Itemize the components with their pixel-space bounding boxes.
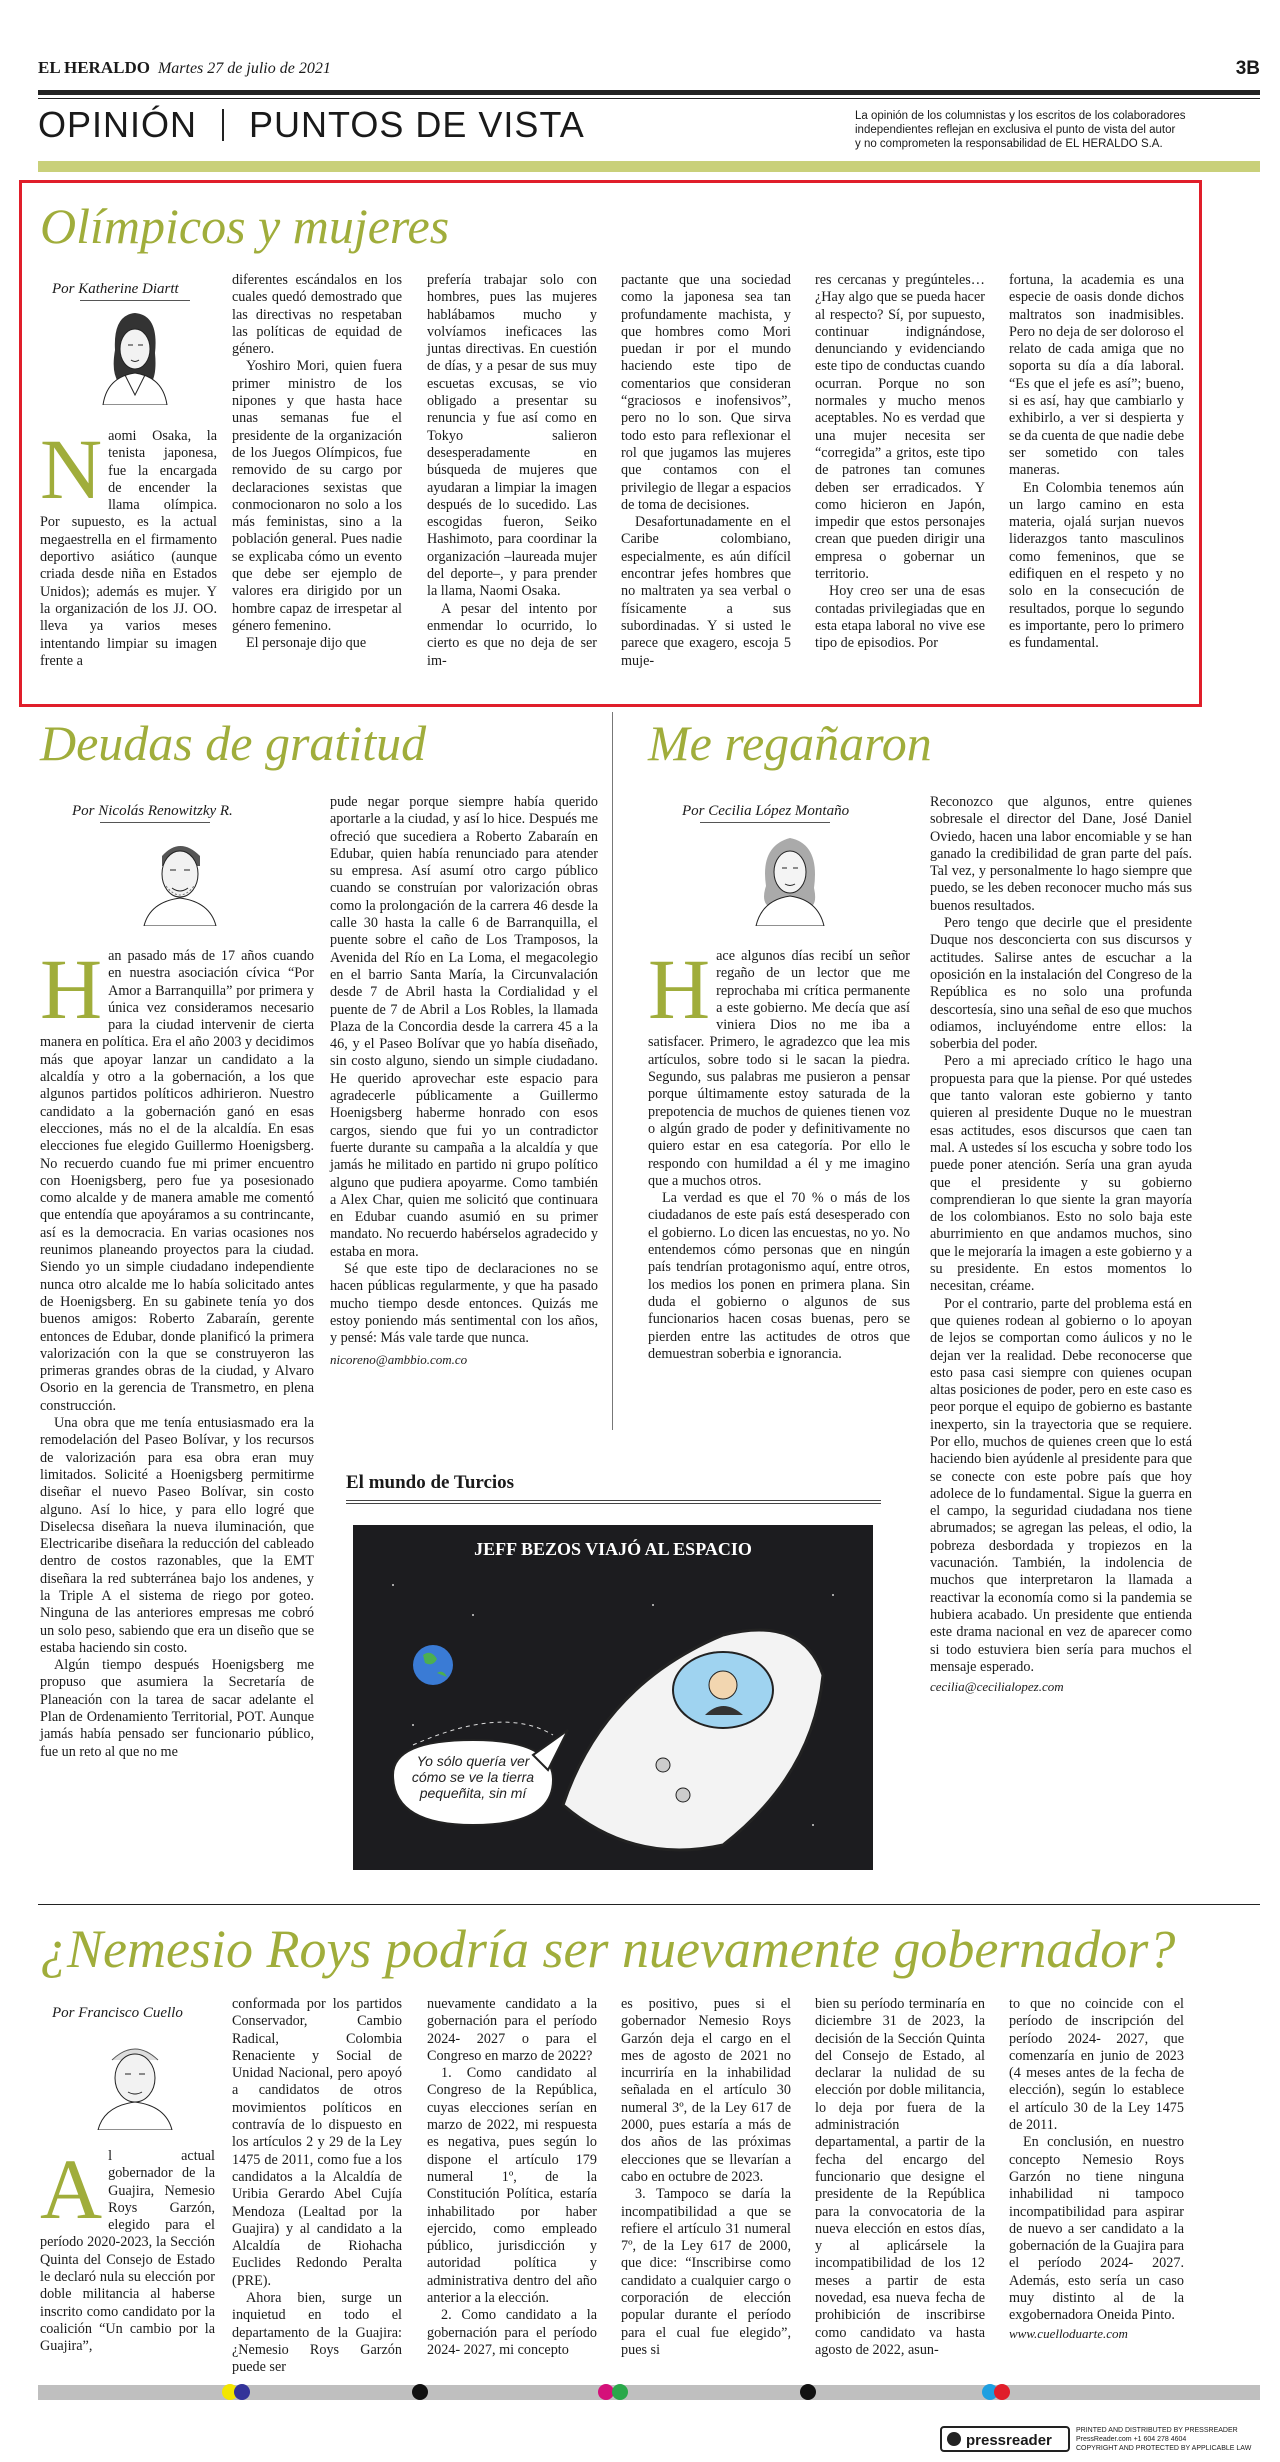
paragraph: ace algunos días recibí un señor regaño de un lector que me reprochaba mi crítica permanente a este gobierno. Me decía que así viniera Dios no me iba a satisfacer. Primero, le agradezco que lea mis artículos, sobre todo si le sacan la piedra. Segundo, sus palabras me pusieron a pensar porque últimamente estoy saturada de la prepotencia de muchos de quienes tienen voz o algún grado de poder y definitivamente no quiero estar en esa categoría. Por ello le respondo con humildad a él y me imagino que a muchos otros. bbox=[648, 948, 910, 1189]
article-column bbox=[40, 2141, 215, 2356]
paragraph: Algún tiempo después Hoenigsberg me propuso que asumiera la Secretaría de Planeación con la tarea de sacar adelante el Plan de Ordenamiento Territorial, POT. Aunque jamás había pensado ser funcionario público, fue un reto al que no me bbox=[40, 1657, 314, 1760]
disclaimer-line: La opinión de los columnistas y los escritos de los colaboradores bbox=[855, 110, 1186, 122]
paragraph: an pasado más de 17 años cuando en nuestra asociación cívica “Por Amor a Barranquilla” por primera y única vez consideramos necesario para la ciudad intervenir de cierta manera en política. Era el año 2003 y decidimos más que apoyar lanzar un candidato a la alcaldía y otro a la gobernación, a los que algunos partidos políticos adhirieron. Nuestro candidato a la gobernación ganó en esas elecciones, más no el de la alcaldía. En esas elecciones fue elegido Guillermo Hoenigsberg. No recuerdo cuando fue mi primer encuentro con Hoenigsberg, pero fue ya posesionado como alcalde y de manera amable me comentó que entendía que apoyáramos a su contrincante, así es la democracia. En varias ocasiones nos reunimos planeando proyectos para la ciudad. Siendo yo un simple ciudadano independiente nunca otro alcalde me lo había solicitado antes de Hoenigsberg. En su gabinete tenía yo dos buenos amigos: Roberto Zabaraín, gerente entonces de Edubar, donde planificó la primera valorización con la que se construyeron las primeras grandes obras de la ciudad, y Alvaro Osorio en la gerencia de Transmetro, en plena construcción. bbox=[40, 948, 314, 1414]
newspaper-name: EL HERALDO bbox=[38, 58, 150, 77]
article-title: ¿Nemesio Roys podría ser nuevamente gobernador? bbox=[40, 1919, 1176, 1979]
author-website[interactable]: www.cuelloduarte.com bbox=[1009, 2325, 1128, 2341]
registration-dot bbox=[994, 2384, 1010, 2400]
cartoon-headline: JEFF BEZOS VIAJÓ AL ESPACIO bbox=[474, 1539, 752, 1559]
cartoon-rule bbox=[346, 1503, 881, 1504]
paragraph: Pero tengo que decirle que el presidente Duque nos desconcierta con sus discursos y actitudes. Salirse antes de escuchar a la oposición en la instalación del Congreso de la República es no solo una profunda descortesía, sino una señal de eso que muchos odiamos, incluyéndome entre ellos: la soberbia del poder. bbox=[930, 915, 1192, 1053]
fineprint-line: COPYRIGHT AND PROTECTED BY APPLICABLE LAW bbox=[1076, 2445, 1252, 2452]
pressreader-mark-icon bbox=[947, 2432, 961, 2446]
registration-dot bbox=[800, 2384, 816, 2400]
article-title: Olímpicos y mujeres bbox=[40, 198, 450, 254]
dropcap: A bbox=[40, 2141, 103, 2237]
author-email: nicoreno@ambbio.com.co bbox=[330, 1351, 468, 1367]
paragraph: diferentes escándalos en los cuales quedó demostrado que las directivas no respetaban las políticas de equidad de género. bbox=[232, 272, 402, 358]
article-column bbox=[621, 1996, 791, 2359]
article-column bbox=[815, 272, 985, 653]
section-divider bbox=[222, 109, 224, 141]
article-byline: Por Katherine Diartt bbox=[52, 281, 179, 297]
paragraph: Hoy creo ser una de esas contadas privilegiadas que en esta etapa laboral no vive ese tipo de episodios. Por bbox=[815, 583, 985, 652]
cartoon-panel bbox=[353, 1525, 873, 1870]
article-column bbox=[648, 941, 911, 1363]
column-separator bbox=[612, 712, 613, 1430]
paragraph: 1. Como candidato al Congreso de la República, cuyas elecciones serían en marzo de 2022, mi respuesta es negativa, pues según lo dispone el artículo 179 numeral 1º, de la Constitución Política, estaría inhabilitado por haber ejercido, como empleado público, jurisdicción y autoridad política y administrativa dentro del año anterior a la elección. bbox=[427, 2065, 597, 2307]
paragraph: Ahora bien, surge un inquietud en todo el departamento de la Guajira: ¿Nemesio Roys Garzón puede ser bbox=[232, 2290, 402, 2376]
earth-icon bbox=[413, 1645, 453, 1685]
registration-dot bbox=[612, 2384, 628, 2400]
paragraph: El personaje dijo que bbox=[246, 635, 367, 652]
cartoon-drawing bbox=[353, 1525, 873, 1870]
speech-bubble-text: Yo sólo quería ver cómo se ve la tierra pequeñita, sin mí bbox=[411, 1753, 535, 1801]
paragraph: Reconozco que algunos, entre quienes sobresale el director del Dane, José Daniel Oviedo, hacen una labor encomiable y se han ganado la credibilidad de gran parte del país. Tal vez, y personalmente lo hago siempre que puedo, se les deben reconocer mucho más sus buenos resultados. bbox=[930, 794, 1192, 914]
pressreader-logo bbox=[940, 2426, 1070, 2452]
dropcap: H bbox=[648, 941, 711, 1037]
masthead-rule-thick bbox=[38, 90, 1260, 95]
fineprint-line: PRINTED AND DISTRIBUTED BY PRESSREADER bbox=[1076, 2427, 1238, 2434]
dropcap: N bbox=[40, 421, 103, 517]
byline-rule bbox=[80, 300, 190, 301]
author-portrait bbox=[130, 826, 230, 926]
article-title: Deudas de gratitud bbox=[40, 715, 427, 771]
paragraph: 3. Tampoco se daría la incompatibilidad a que se refiere el artículo 31 numeral 7º, de la Ley 617 de 2000, que dice: “Inscribirse como candidato a cualquier cargo o corporación de elección popular durante el período para el cual fue elegido”, pues si bbox=[621, 2186, 791, 2358]
section-rule bbox=[38, 1904, 1260, 1905]
page-number: 3B bbox=[1235, 58, 1260, 79]
article-column bbox=[232, 272, 402, 653]
paragraph: 2. Como candidato a la gobernación para el período 2024- 2027, mi concepto bbox=[427, 2307, 597, 2358]
paragraph: A pesar del intento por enmendar lo ocurrido, lo cierto es que no deja de ser im- bbox=[427, 600, 597, 669]
disclaimer-line: independientes reflejan en exclusiva el punto de vista del autor bbox=[855, 124, 1176, 136]
article-column bbox=[232, 1996, 402, 2377]
dropcap: H bbox=[40, 941, 103, 1037]
byline-rule bbox=[700, 822, 830, 823]
article-column bbox=[815, 1996, 985, 2359]
section-header bbox=[38, 104, 585, 148]
paragraph: res cercanas y pregúnteles… ¿Hay algo que se pueda hacer al respecto? Sí, por supuesto, continuar indignándose, denunciando y evidenciando este tipo de conductas cuando ocurran. Porque no son normales y mucho menos aceptables. No es verdad que una mujer necesita ser “corregida” a gritos, este tipo de patrones tan comunes deben ser erradicados. Y como hicieron en Japón, impedir que estos personajes crean que pueden dirigir una empresa o gobernar un territorio. bbox=[815, 272, 985, 583]
registration-dot bbox=[412, 2384, 428, 2400]
article-column bbox=[427, 1996, 597, 2359]
masthead-rule-thin bbox=[38, 98, 1260, 99]
paragraph: Una obra que me tenía entusiasmado era la remodelación del Paseo Bolívar, y los recursos de valorización para esa obra eran muy limitados. Solicité a Hoenigsberg permitirme diseñar el nuevo Paseo Bolívar, sin costo alguno. Así lo hice, y para ello logré que Diselecsa diseñara la nueva iluminación, que Electricaribe diseñara la reducción del cableado dentro de costos razonables, que la EMT diseñara la red subterránea bajo los andenes, y la Triple A el sistema de riego por goteo. Ninguna de las anteriores empresas me cobró un solo peso, sabiendo que era un diseño que se estaba haciendo sin costo. bbox=[40, 1415, 314, 1656]
paragraph: prefería trabajar solo con hombres, pues las mujeres hablábamos mucho y volvíamos ineficaces las juntas directivas. En cuestión de días, y a pesar de sus muy escuetas excusas, se vio obligado a presentar su renuncia y fue así como en Tokyo salieron desesperadamente en búsqueda de mujeres que ayudaran a limpiar la imagen después de lo sucedido. Las escogidas fueron, Seiko Hashimoto, para coordinar la organización –laureada mujer del deporte–, y para prender la llama, Naomi Osaka. bbox=[427, 272, 597, 600]
paragraph: bien su período terminaría en diciembre 31 de 2023, la decisión de la Sección Quinta del Consejo de Estado, al declarar la nulidad de su elección por doble militancia, lo deja por fuera de la administración departamental, a partir de la fecha del encargo del funcionario que designe el presidente de la República para la convocatoria de la nueva elección en estos días, y al aplicársele la incompatibilidad de los 12 meses a partir de esta novedad, esa nueva fecha de prohibición de inscribirse como candidato va hasta agosto de 2022, asun- bbox=[815, 1996, 985, 2358]
paragraph: l actual gobernador de la Guajira, Nemesio Roys Garzón, elegido para el período 2020-2023, la Sección Quinta del Consejo de Estado le declaró nula su elección por doble militancia al haberse inscrito como candidato por la coalición “Un cambio por la Guajira”, bbox=[40, 2148, 215, 2355]
issue-date: Martes 27 de julio de 2021 bbox=[157, 60, 331, 77]
article-column bbox=[930, 794, 1192, 1695]
disclaimer bbox=[855, 109, 1260, 151]
registration-dot bbox=[234, 2384, 250, 2400]
author-portrait bbox=[740, 826, 840, 926]
paragraph: pactante que una sociedad como la japonesa sea tan profundamente machista, y que hombres como Mori puedan ir por el mundo haciendo este tipo de comentarios que consideran “graciosos e inofensivos”, pero no lo son. Que sirva todo esto para reflexionar el rol que jugamos las mujeres que contamos con el privilegio de llegar a espacios de toma de decisiones. bbox=[621, 272, 791, 513]
pressreader-fineprint bbox=[1076, 2426, 1260, 2453]
paragraph: fortuna, la academia es una especie de oasis donde dichos maltratos son inadmisibles. Pero no deja de ser doloroso el relato de cada amiga que no soporta su día a día laboral. “Es que el jefe es así”; bueno, si es así, hay que cambiarlo y exhibirlo, a ver si despierta y se da cuenta de que nadie debe ser sometido con tales maneras. bbox=[1009, 272, 1184, 479]
article-title: Me regañaron bbox=[648, 715, 932, 771]
paragraph: Sé que este tipo de declaraciones no se hacen públicas regularmente, y que ha pasado mucho tiempo desde entonces. Quizás me estoy poniendo más sentimental con los años, y pensé: Más vale tarde que nunca. bbox=[330, 1261, 598, 1347]
paragraph: En Colombia tenemos aún un largo camino en esta materia, ojalá surjan nuevos liderazgos tanto masculinos como femeninos, que se edifiquen en el respeto y no solo en la consecución de resultados, porque lo segundo es importante, pero lo primero es fundamental. bbox=[1009, 479, 1184, 652]
article-column bbox=[40, 421, 217, 670]
paragraph: nuevamente candidato a la gobernación para el período 2024- 2027 o para el Congreso en marzo de 2022? bbox=[427, 1996, 597, 2064]
paragraph: to que no coincide con el período de inscripción del período 2024- 2027, que comenzaría en junio de 2023 (4 meses antes de la fecha de elección), según lo establece el artículo 30 de la Ley 1475 de 2011. bbox=[1009, 1996, 1184, 2134]
byline-rule bbox=[100, 822, 210, 823]
cartoon-rule bbox=[346, 1500, 881, 1501]
author-email: cecilia@cecilialopez.com bbox=[930, 1679, 1064, 1695]
article-byline: Por Cecilia López Montaño bbox=[682, 803, 850, 819]
article-byline: Por Nicolás Renowitzky R. bbox=[72, 803, 233, 819]
masthead bbox=[38, 58, 1260, 78]
pressreader-brand: pressreader bbox=[966, 2432, 1052, 2449]
article-column bbox=[621, 272, 791, 670]
paragraph: Desafortunadamente en el Caribe colombiano, especialmente, es aún difícil encontrar jefes hombres que no maltraten ya sea verbal o físicamente a sus subordinadas. Y si usted le parece que exagero, escoja 5 muje- bbox=[621, 514, 791, 669]
paragraph: es positivo, pues si el gobernador Nemesio Roys Garzón deja el cargo en el mes de agosto de 2021 no incurriría en la inhabilidad señalada en el artículo 30 numeral 3º, de la Ley 617 de 2000, pues estaría a más de dos años de las próximas elecciones que se llevarían a cabo en octubre de 2023. bbox=[621, 1996, 791, 2185]
paragraph: La verdad es que el 70 % o más de los ciudadanos de este país está desesperado con el gobierno. Lo dicen las encuestas, no yo. No entendemos cómo personas que en ningún país tendrían protagonismo aquí, entre otros, los medios los ponen en primera plana. Sin duda el gobierno o algunos de sus funcionarios hacen cosas buenas, pero se pierden entre las actitudes de otros que demuestran soberbia e ignorancia. bbox=[648, 1190, 911, 1362]
paragraph: Por el contrario, parte del problema está en que quienes rodean al gobierno o lo apoyan de lejos se comportan como áulicos y no le dejan ver la realidad. Debe reconocerse que esto pasa casi siempre con quienes ocupan altas posiciones de poder, pero en este caso es peor porque el equipo de gobierno es bastante inexperto, sin la trayectoria que se requiere. Por ello, muchos de quienes creen que lo está haciendo bien ayúdenle al presidente para que se conecte con este pobre país que hoy adolece de lo fundamental. Sigue la guerra en el campo, la seguridad ciudadana nos tiene abrumados; se agregan las peleas, el odio, la pobreza desbordada y tropiezos en la vacunación. También, la indolencia de muchos que interpretaron la llamada a reactivar la economía como si la pandemia se hubiera acabado. Un presidente que entienda este drama nacional en vez de aparecer como si todo estuviera bien sería para muchos el mensaje esperado. bbox=[930, 1295, 1192, 1675]
article-column bbox=[1009, 272, 1184, 653]
paragraph: aomi Osaka, la tenista japonesa, fue la encargada de encender la llama olímpica. Por supuesto, es la actual megaestrella en el firmamento deportivo asiático (aunque criada desde niña en Estados Unidos); además es mujer. Y la organización de los JJ. OO. lleva ya varios meses intentando limpiar su imagen frente a bbox=[40, 428, 217, 669]
article-column bbox=[330, 794, 598, 1368]
section-title: OPINIÓN bbox=[38, 104, 198, 145]
paragraph: pude negar porque siempre había querido aportarle a la ciudad, y así lo hice. Después me ofreció que sucediera a Roberto Zabaraín en Edubar, quien había renunciado para atender su empresa. Así asumí otro cargo público cuando se construían por valorización obras como la prolongación de la carrera 46 desde la calle 30 hasta la calle 6 de Barranquilla, el puente sobre el caño de Los Tramposos, la Avenida del Río en La Loma, el megacolegio en el barrio Santa María, la Circunvalación desde 7 de Abril hasta la Cordialidad y el puente de 7 de Abril a Los Robles, la llamada Plaza de la Concordia desde la carrera 45 a la 46, y el Paseo Bolívar que yo había diseñado, sin costo alguno, siendo un simple ciudadano. He querido aprovechar este espacio para agradecerle públicamente a Guillermo Hoenigsberg haberme honrado con esos cargos, siendo que fui yo un contradictor fuerte durante su campaña a la alcaldía y que jamás he militado en partido ni grupo político alguno que pudiera apoyarme. Como también a Alex Char, quien me solicitó que continuara en Edubar cuando asumió en su primer mandato. No recuerdo habérselos agradecido y estaba en mora. bbox=[330, 794, 598, 1260]
article-column bbox=[427, 272, 597, 670]
paragraph: Pero a mi apreciado crítico le hago una propuesta para que la piense. Por qué ustedes que tanto valoran este gobierno y tanto quieren al presidente Duque no le muestran esas actitudes, esos discursos que caen tan mal. A ustedes sí los escucha y sobre todo los puede poner atención. Sería una gran ayuda que el presidente y su gobierno comprendieran lo que siente la gran mayoría de los colombianos. Esto no solo baja este aburrimiento en que andamos muchos, sino que le mejoraría la imagen a este gobierno y a su presidente. En estos momentos lo necesitan, créame. bbox=[930, 1053, 1192, 1295]
article-byline: Por Francisco Cuello bbox=[52, 2005, 183, 2021]
article-column bbox=[1009, 1996, 1184, 2342]
paragraph: Yoshiro Mori, quien fuera primer ministro de los nipones y que hasta hace unas semanas fue el presidente de la organización de los Juegos Olímpicos, fue removido de su cargo por declaraciones sexistas que conmocionaron no solo a los más feministas, sino a la población general. Pues nadie se explicaba cómo un evento que debe ser ejemplo de valores era dirigido por un hombre capaz de irrespetar al género femenino. bbox=[232, 358, 402, 634]
subsection-title: PUNTOS DE VISTA bbox=[249, 104, 585, 145]
cartoon-label: El mundo de Turcios bbox=[346, 1472, 515, 1493]
author-portrait bbox=[85, 305, 185, 405]
section-underline bbox=[38, 161, 1260, 172]
disclaimer-line: y no comprometen la responsabilidad de EL HERALDO S.A. bbox=[855, 138, 1163, 150]
paragraph: En conclusión, en nuestro concepto Nemesio Roys Garzón no tiene ninguna inhabilidad ni tampoco incompatibilidad para aspirar de nuevo a ser candidato a la gobernación de la Guajira para el período 2024- 2027. Además, esto sería un caso muy distinto al de la exgobernadora Oneida Pinto. bbox=[1009, 2134, 1184, 2324]
paragraph: conformada por los partidos Conservador, Cambio Radical, Colombia Renaciente y Social de Unidad Nacional, pero apoyó a candidatos de otros movimientos políticos en contravía de lo dispuesto en los artículos 2 y 29 de la Ley 1475 de 2011, como fue a los candidatos a la Alcaldía de Uribia Gerardo Abel Cujía Mendoza (Lealtad por la Guajira) y al candidato a la Alcaldía de Riohacha Euclides Redondo Peralta (PRE). bbox=[232, 1996, 402, 2289]
article-column bbox=[40, 941, 314, 1761]
author-portrait bbox=[90, 2030, 180, 2130]
fineprint-line: PressReader.com +1 604 278 4604 bbox=[1076, 2436, 1187, 2443]
